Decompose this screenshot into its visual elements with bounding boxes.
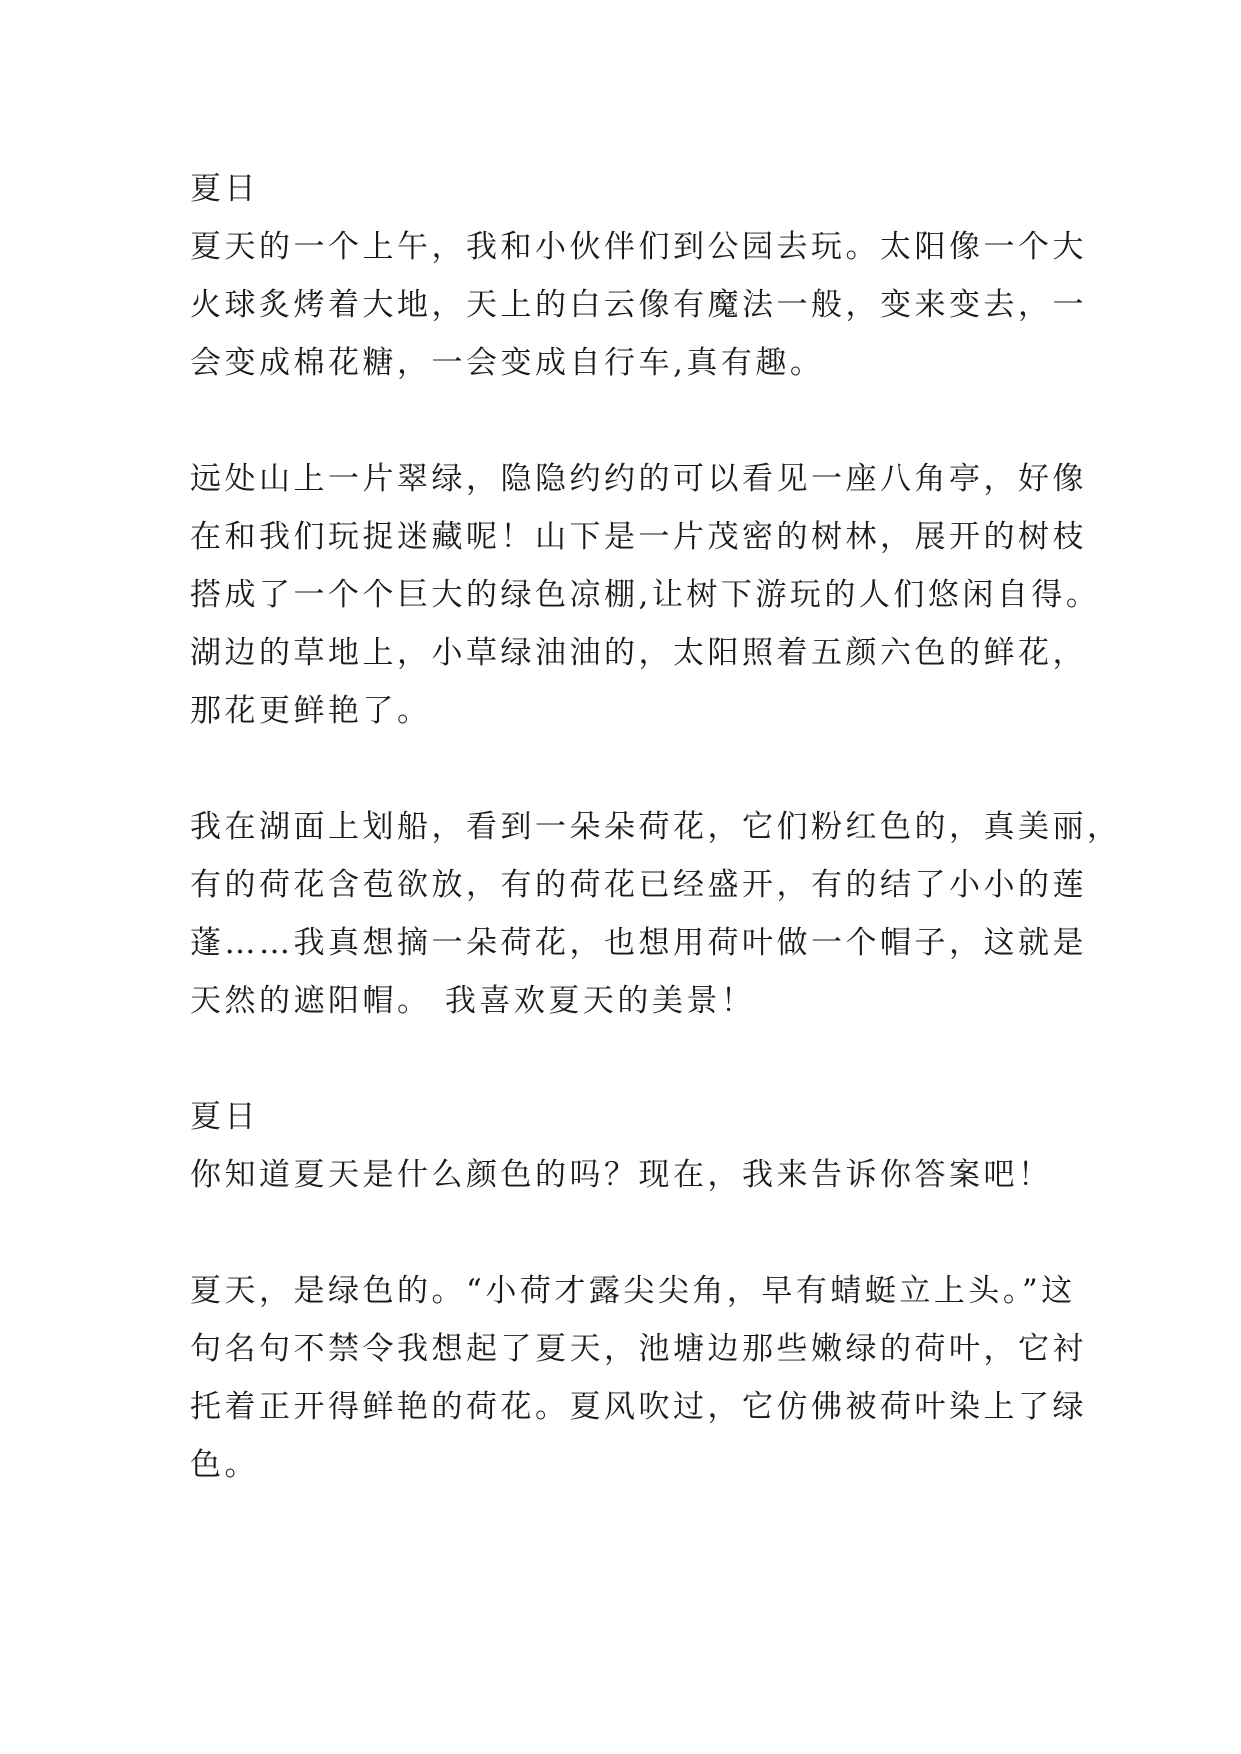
section-title: 夏日 (190, 1099, 259, 1135)
document-body (190, 160, 1122, 1494)
paragraph-line: 托着正开得鲜艳的荷花。夏风吹过，它仿佛被荷叶染上了绿 (190, 1389, 1087, 1425)
paragraph-line: 有的荷花含苞欲放，有的荷花已经盛开，有的结了小小的莲 (190, 867, 1087, 903)
paragraph-line: 搭成了一个个巨大的绿色凉棚,让树下游玩的人们悠闲自得。 (190, 577, 1101, 613)
paragraph-line: 火球炙烤着大地，天上的白云像有魔法一般，变来变去，一 (190, 287, 1087, 323)
paragraph-line: 湖边的草地上，小草绿油油的，太阳照着五颜六色的鲜花， (190, 635, 1087, 671)
paragraph-line: 远处山上一片翠绿，隐隐约约的可以看见一座八角亭，好像 (190, 461, 1087, 497)
paragraph-spacer (190, 392, 1070, 450)
paragraph-spacer (190, 1204, 1070, 1262)
paragraph-line: 夏天的一个上午，我和小伙伴们到公园去玩。太阳像一个大 (190, 229, 1087, 265)
paragraph-spacer (190, 740, 1070, 798)
paragraph-line: 天然的遮阳帽。 我喜欢夏天的美景！ (190, 983, 756, 1019)
paragraph-line: 在和我们玩捉迷藏呢！山下是一片茂密的树林，展开的树枝 (190, 519, 1087, 555)
section-title: 夏日 (190, 171, 259, 207)
paragraph-line: 夏天，是绿色的。“小荷才露尖尖角，早有蜻蜓立上头。”这 (190, 1273, 1076, 1309)
paragraph-line: 蓬……我真想摘一朵荷花，也想用荷叶做一个帽子，这就是 (190, 925, 1087, 961)
paragraph-line: 你知道夏天是什么颜色的吗？现在，我来告诉你答案吧！ (190, 1157, 1053, 1193)
paragraph-line: 色。 (190, 1447, 259, 1483)
paragraph-line: 句名句不禁令我想起了夏天，池塘边那些嫩绿的荷叶，它衬 (190, 1331, 1087, 1367)
paragraph-spacer (190, 1030, 1070, 1088)
paragraph-line: 那花更鲜艳了。 (190, 693, 432, 729)
paragraph-line: 我在湖面上划船，看到一朵朵荷花，它们粉红色的，真美丽， (190, 809, 1122, 845)
paragraph-line: 会变成棉花糖，一会变成自行车,真有趣。 (190, 345, 825, 381)
